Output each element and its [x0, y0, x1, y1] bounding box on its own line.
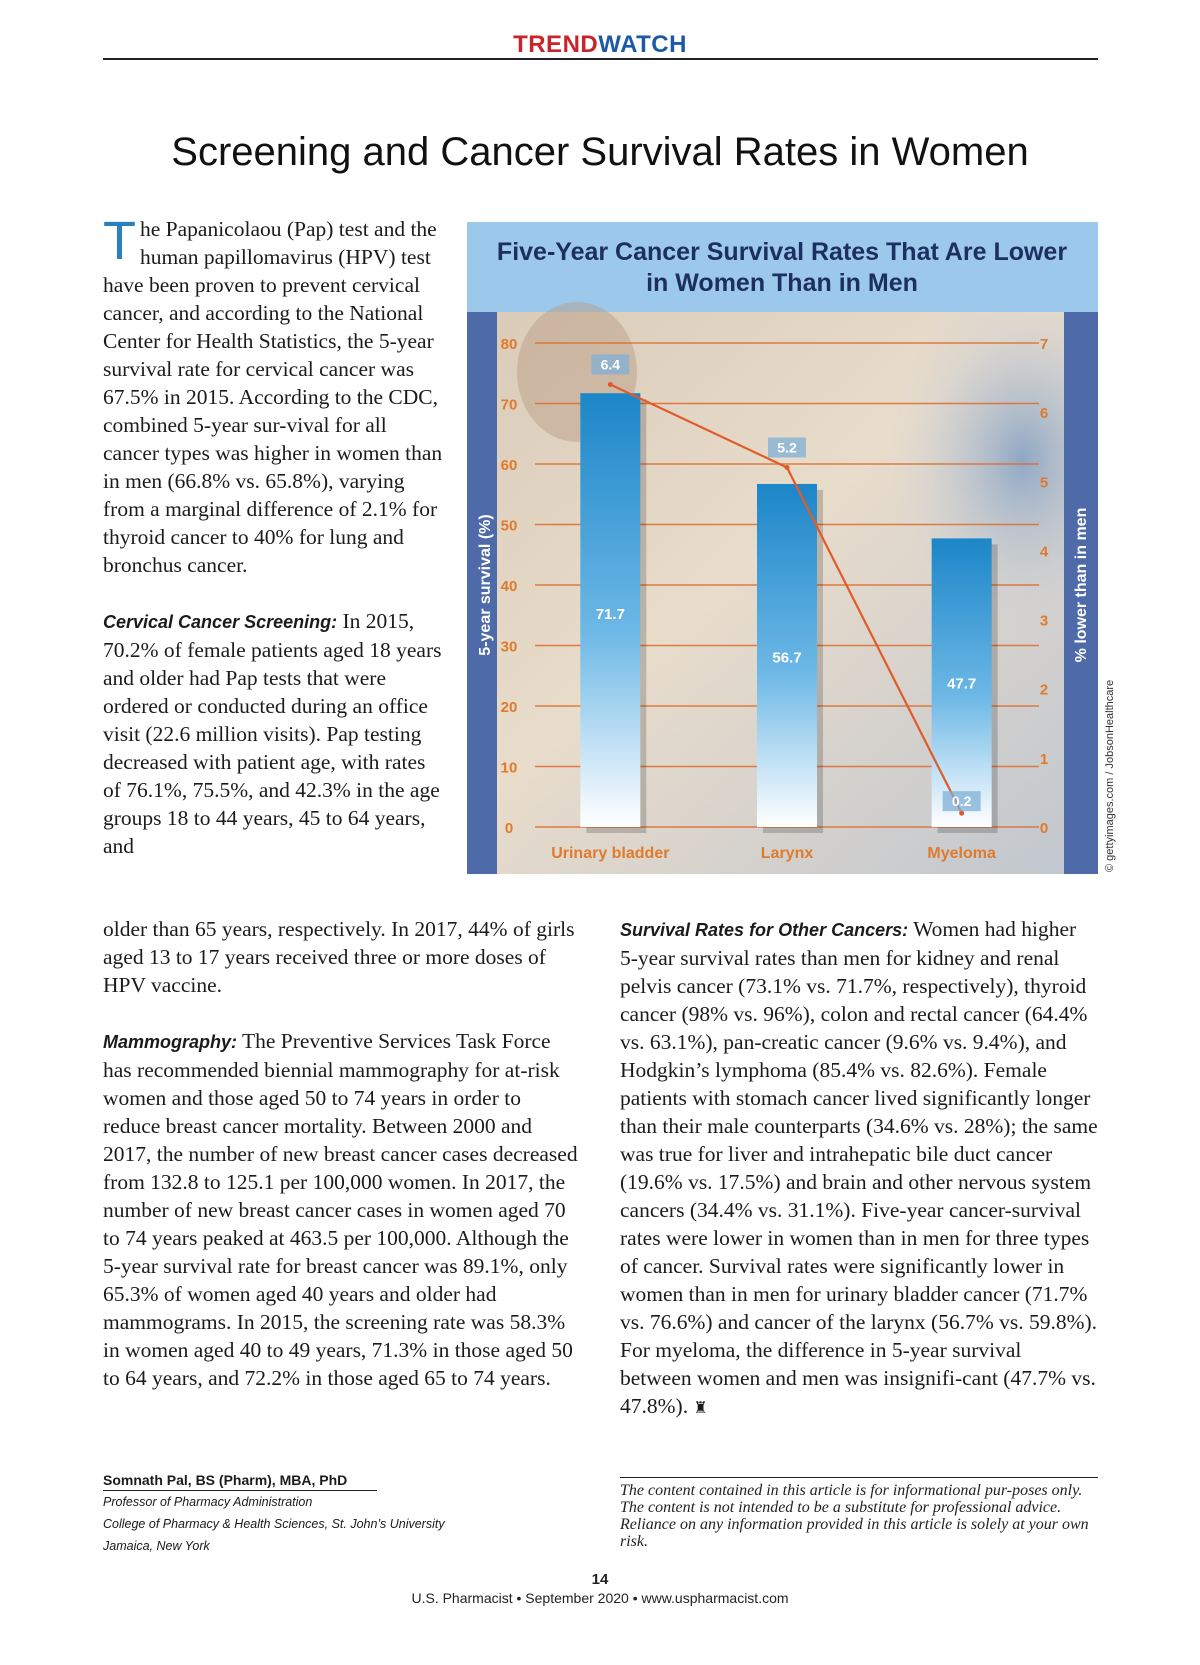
line-point [785, 465, 790, 470]
photo-credit-text: © gettyimages.com / JobsonHealthcare [1104, 679, 1116, 872]
chart-title-band [467, 222, 1098, 312]
y2-tick-label: 3 [1039, 612, 1049, 630]
bar-value-label: 56.7 [772, 649, 802, 667]
masthead-watch: WATCH [598, 31, 687, 58]
author-title: Professor of Pharmacy Administration [103, 1495, 313, 1509]
y-tick-label: 50 [500, 517, 518, 535]
category-label: Myeloma [927, 845, 996, 862]
y-tick-label: 40 [500, 578, 518, 595]
intro-text: he Papanicolaou (Pap) test and the human papillomavirus (HPV) test have been proven to prevent cervical cancer, and according to the National Center for Health Statistics, the 5-year survival rate for cervical cancer was 67.5% in 2015. According to the CDC, combined 5-year sur-vival for all cancer types was higher in women than in men (66.8% vs. 65.8%), varying from a marginal difference of 2.1% for thyroid cancer to 40% for lung and bronchus cancer. [103, 217, 443, 577]
other-cancers-paragraph [620, 915, 1098, 1422]
intro-paragraph [103, 211, 448, 579]
other-cancers-lead: Survival Rates for Other Cancers: [620, 920, 909, 940]
category-label: Larynx [760, 845, 814, 862]
category-label: Urinary bladder [551, 845, 670, 862]
header-rule [103, 58, 1098, 60]
cervical-continuation: older than 65 years, respectively. In 2017, 44% of girls aged 13 to 17 years received three or more doses of HPV vaccine. [103, 917, 575, 997]
page-number: 14 [591, 1571, 609, 1588]
end-mark-icon: ♜ [693, 1398, 708, 1417]
cervical-lead: Cervical Cancer Screening: [103, 612, 338, 632]
y-tick-label: 0 [504, 820, 514, 837]
cervical-paragraph [103, 607, 448, 860]
left-lower-column [103, 915, 583, 1392]
y2-tick-label: 5 [1039, 474, 1049, 492]
cervical-text: In 2015, 70.2% of female patients aged 18 years and older had Pap tests that were ordered or conducted during an office visit (22.6 million visits). Pap testing decreased with patient age, with rates of 76.1%, 75.5%, and 42.3% in the age groups 18 to 44 years, 45 to 64 years, and [103, 609, 442, 858]
y2-tick-label: 1 [1039, 750, 1049, 768]
mammography-lead: Mammography: [103, 1032, 238, 1052]
other-cancers-text: Women had higher 5-year survival rates than men for kidney and renal pelvis cancer (73.1% vs. 71.7%, respectively), thyroid cancer (98% vs. 96%), colon and rectal cancer (64.4% vs. 63.1%), pan-creatic cancer (9.6% vs. 9.4%), and Hodgkin’s lymphoma (85.4% vs. 82.6%). Female patients with stomach cancer lived significantly longer than their male counterparts (34.6% vs. 28%); the same was true for liver and intrahepatic bile duct cancer (19.6% vs. 17.5%) and brain and other nervous system cancers (34.4% vs. 31.1%). Five-year cancer-survival rates were lower in women than in men for three types of cancer. Survival rates were significantly lower in women than in men for urinary bladder cancer (71.7% vs. 76.6%) and cancer of the larynx (56.7% vs. 59.8%). For myeloma, the difference in 5-year survival between women and men was insignifi-cant (47.7% vs. 47.8%). [620, 917, 1098, 1418]
author-block [103, 1470, 583, 1557]
bar-value-label: 71.7 [595, 605, 625, 623]
disclaimer: The content contained in this article is for informational pur-poses only. The content is not intended to be a substitute for professional advice. Reliance on any information provided in this article is solely at your own risk. [620, 1477, 1098, 1550]
bar-value-label: 47.7 [947, 675, 977, 693]
chart-svg [467, 222, 1098, 874]
y2-tick-label: 6 [1039, 405, 1049, 423]
y2-tick-label: 0 [1039, 820, 1049, 837]
y-tick-label: 80 [500, 336, 518, 353]
y2-tick-label: 7 [1039, 336, 1049, 353]
mammography-text: The Preventive Services Task Force has recommended biennial mammography for at-risk women and those aged 50 to 74 years in order to reduce breast cancer mortality. Between 2000 and 2017, the number of new breast cancer cases decreased from 132.8 to 125.1 per 100,000 women. In 2017, the number of new breast cancer cases in women aged 70 to 74 years peaked at 463.5 per 100,000. Although the 5-year survival rate for breast cancer was 89.1%, only 65.3% of women aged 40 years and older had mammograms. In 2015, the screening rate was 58.3% in women aged 40 to 49 years, 71.3% in those aged 50 to 64 years, and 72.2% in those aged 65 to 74 years. [103, 1029, 578, 1390]
masthead [0, 31, 1200, 59]
line-point [959, 811, 964, 816]
mammography-paragraph [103, 1027, 583, 1392]
y2-axis-label: % lower than in men [1073, 507, 1090, 663]
y-tick-label: 60 [500, 457, 518, 474]
page-footer [0, 1571, 1200, 1607]
chart-title-line: Five-Year Cancer Survival Rates That Are Lower [496, 238, 1068, 266]
right-column [620, 915, 1098, 1422]
line-point [608, 382, 613, 387]
line-value-label: 0.2 [951, 793, 972, 810]
drop-cap: T [103, 211, 136, 271]
line-value-label: 6.4 [600, 356, 621, 373]
survival-chart [467, 222, 1098, 874]
chart-title-line: in Women Than in Men [646, 269, 918, 297]
y2-tick-label: 4 [1039, 543, 1049, 561]
y-tick-label: 10 [500, 759, 518, 777]
masthead-trend: TREND [513, 31, 599, 58]
author-name: Somnath Pal, BS (Pharm), MBA, PhD [103, 1470, 377, 1491]
line-value-label: 5.2 [777, 439, 797, 456]
y-axis-label: 5-year survival (%) [477, 514, 494, 656]
y-tick-label: 70 [500, 396, 518, 414]
author-location: Jamaica, New York [103, 1539, 210, 1553]
y-tick-label: 30 [500, 638, 518, 656]
footer-line: U.S. Pharmacist • September 2020 • www.uspharmacist.com [411, 1590, 789, 1606]
y2-tick-label: 2 [1039, 681, 1049, 699]
page-title: Screening and Cancer Survival Rates in Women [171, 130, 1029, 174]
intro-column [103, 211, 448, 860]
y-tick-label: 20 [500, 699, 518, 716]
author-affiliation: College of Pharmacy & Health Sciences, St. John’s University [103, 1517, 445, 1531]
